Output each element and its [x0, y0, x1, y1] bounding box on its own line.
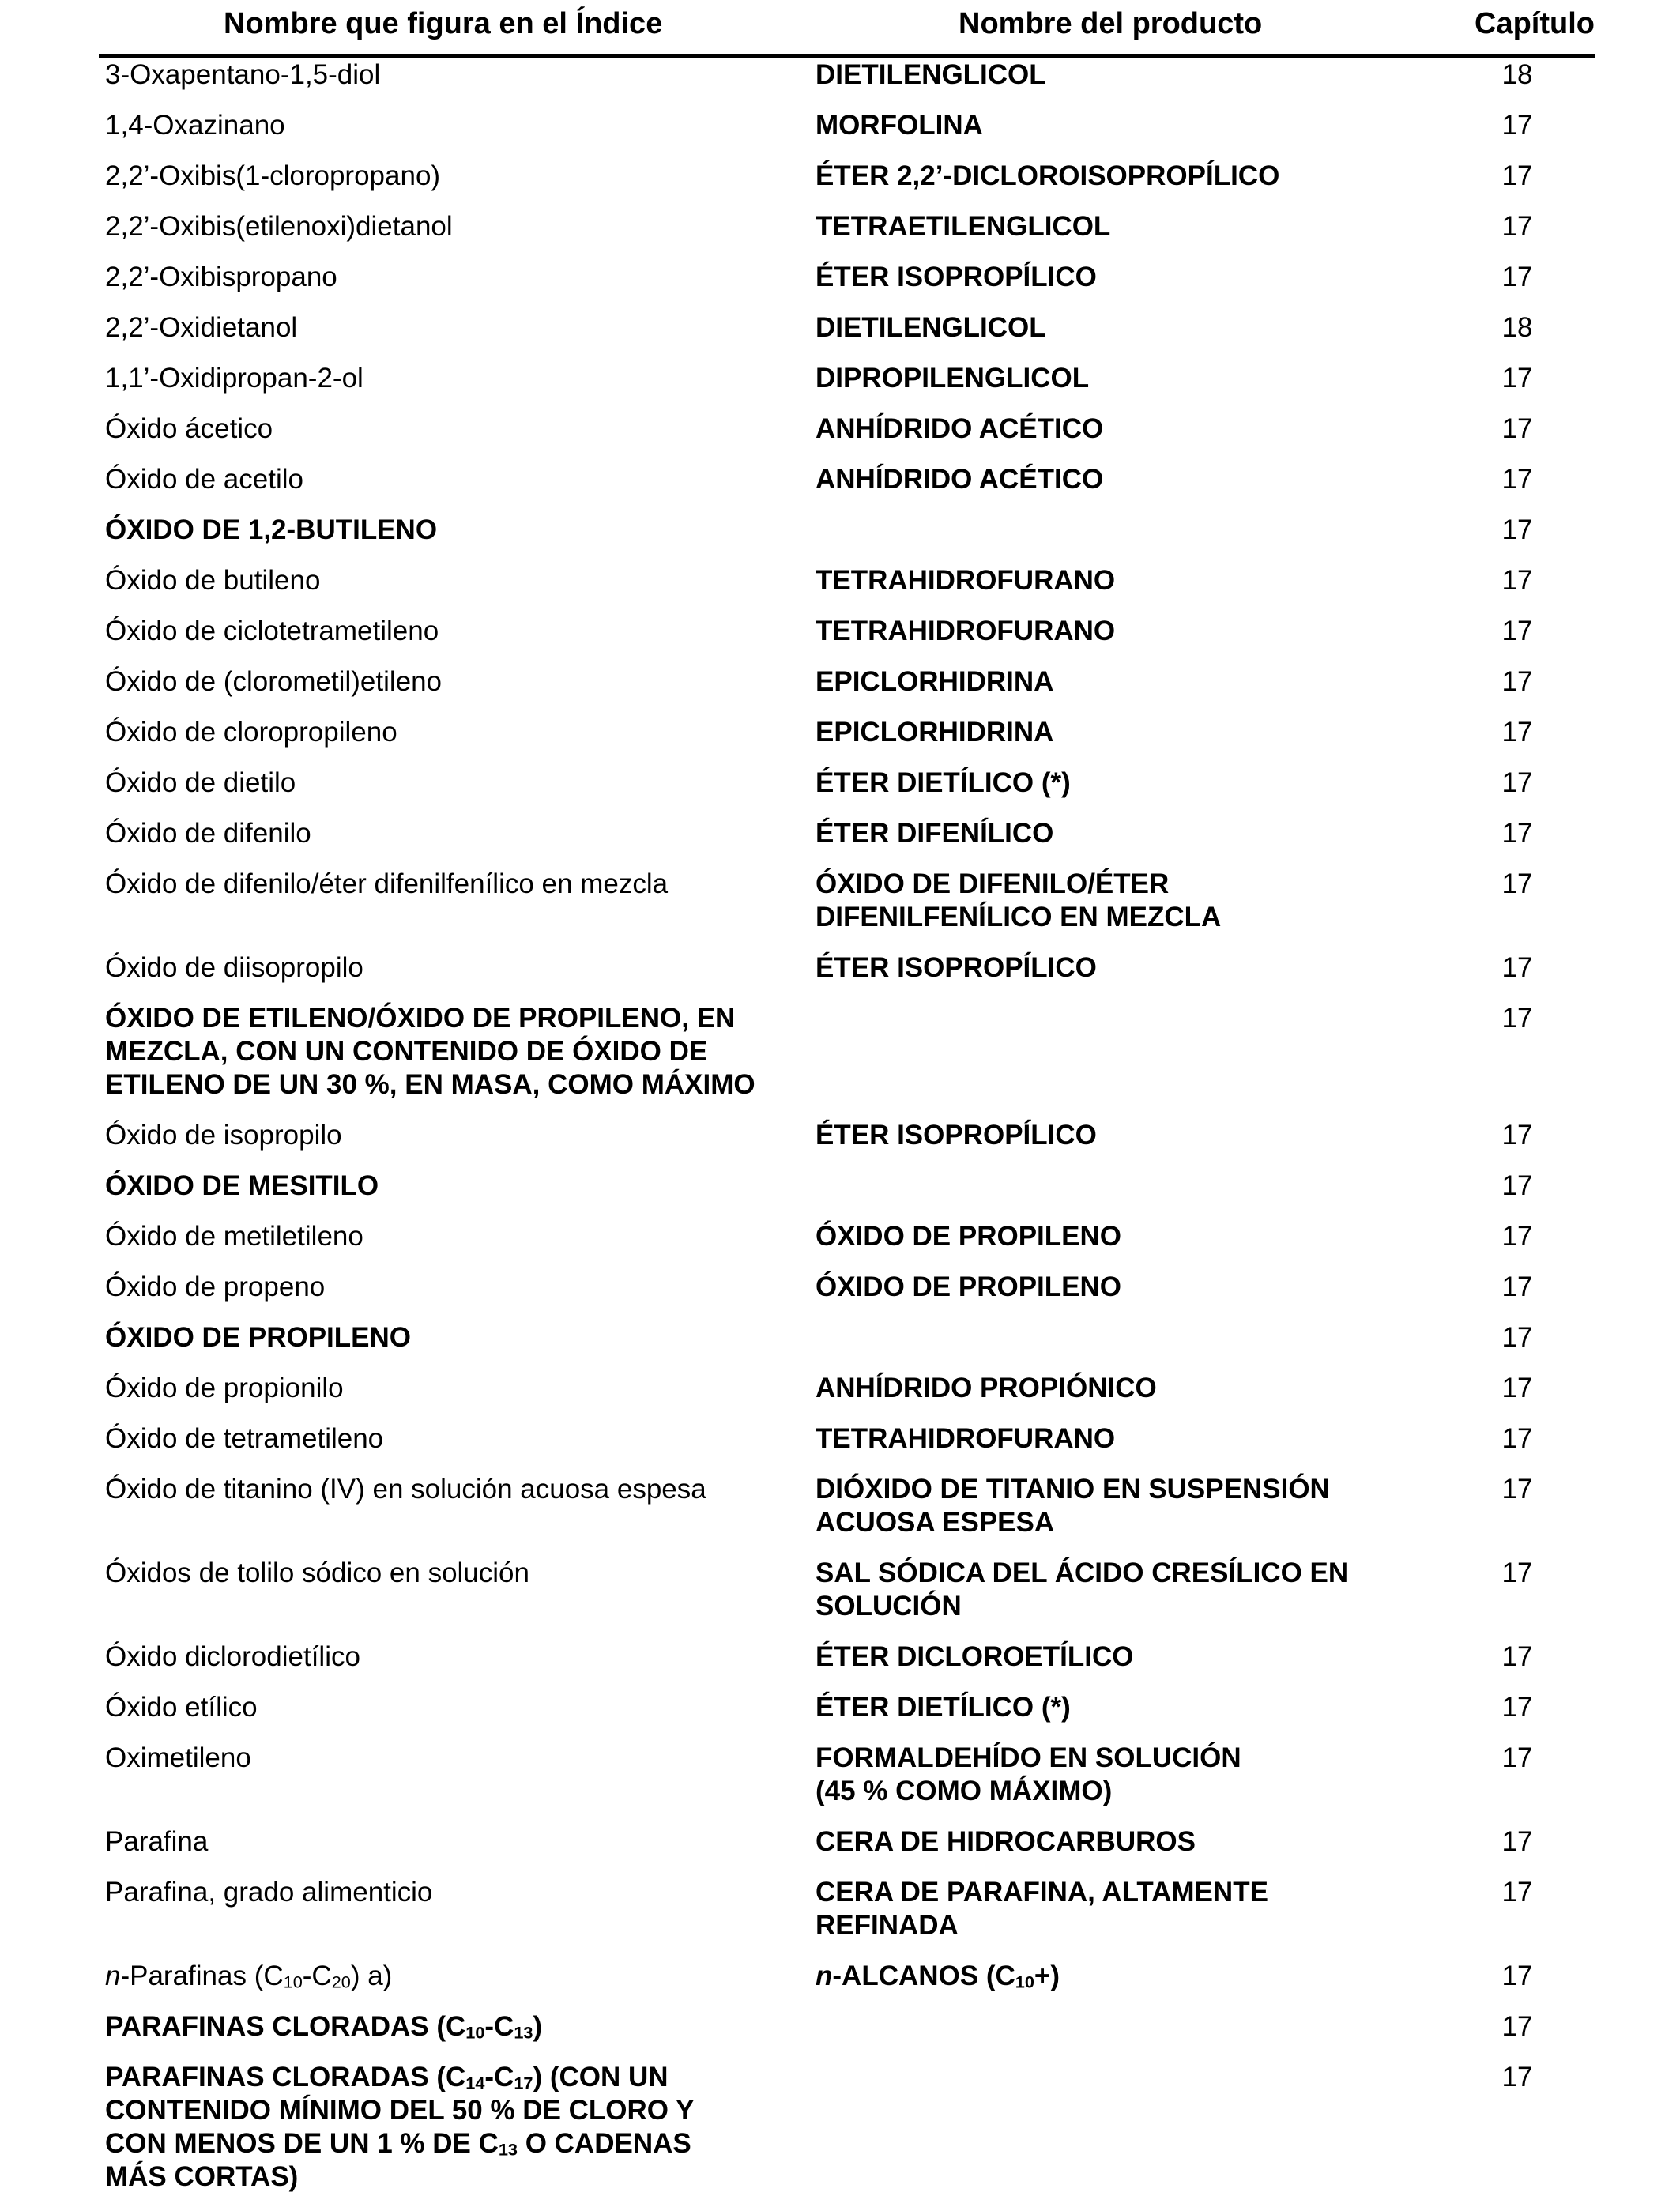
table-row [0, 1960, 1680, 2010]
product-name-cell [816, 767, 1384, 800]
table-row [0, 514, 1680, 564]
table-body [0, 58, 1680, 2211]
index-name-line: Óxido etílico [105, 1692, 258, 1723]
product-name-line: ÉTER ISOPROPÍLICO [816, 1120, 1097, 1151]
index-name-cell [105, 817, 808, 850]
product-name-cell [816, 716, 1384, 749]
table-row [0, 951, 1680, 1002]
product-name-cell [816, 1691, 1384, 1724]
chapter-cell: 17 [1501, 818, 1533, 849]
index-name-cell [105, 1422, 808, 1456]
index-name-cell [105, 951, 808, 985]
index-name-line: MÁS CORTAS) [105, 2161, 299, 2192]
product-name-line: ÓXIDO DE PROPILENO [816, 1271, 1121, 1302]
index-name-line: Óxido de titanino (IV) en solución acuosa espesa [105, 1474, 706, 1505]
table-row [0, 1271, 1680, 1321]
chapter-cell: 18 [1501, 59, 1533, 90]
chapter-cell: 17 [1501, 616, 1533, 646]
table-row [0, 665, 1680, 716]
index-name-line: Óxidos de tolilo sódico en solución [105, 1557, 529, 1588]
index-name-cell [105, 311, 808, 345]
product-name-line: ÉTER 2,2’-DICLOROISOPROPÍLICO [816, 160, 1280, 191]
table-row [0, 160, 1680, 210]
product-name-line: REFINADA [816, 1910, 959, 1941]
chapter-cell: 17 [1501, 160, 1533, 191]
chapter-cell: 17 [1501, 1961, 1533, 1991]
index-name-cell [105, 412, 808, 446]
index-name-cell [105, 1640, 808, 1674]
index-name-cell [105, 514, 808, 547]
product-name-cell [816, 564, 1384, 597]
index-name-line: 3-Oxapentano-1,5-diol [105, 59, 381, 90]
table-row [0, 1422, 1680, 1473]
table-row [0, 1372, 1680, 1422]
product-name-line: ÉTER ISOPROPÍLICO [816, 262, 1097, 292]
product-name-line: TETRAETILENGLICOL [816, 211, 1111, 242]
table-row [0, 1002, 1680, 1119]
table-row [0, 1170, 1680, 1220]
table-row [0, 868, 1680, 951]
chapter-cell: 17 [1501, 868, 1533, 899]
product-name-line: ÉTER DICLOROETÍLICO [816, 1641, 1134, 1672]
product-name-cell [816, 665, 1384, 699]
index-name-line: 2,2’-Oxibispropano [105, 262, 337, 292]
chapter-cell: 17 [1501, 2062, 1533, 2092]
product-name-line: FORMALDEHÍDO EN SOLUCIÓN [816, 1742, 1241, 1773]
product-name-line: TETRAHIDROFURANO [816, 616, 1116, 646]
product-name-line: ANHÍDRIDO PROPIÓNICO [816, 1373, 1157, 1403]
index-name-line: CONTENIDO MÍNIMO DEL 50 % DE CLORO Y [105, 2095, 695, 2126]
chapter-cell: 17 [1501, 1742, 1533, 1773]
table-row [0, 1220, 1680, 1271]
header-chapter: Capítulo [1475, 7, 1595, 40]
product-name-cell [816, 1557, 1384, 1623]
index-name-cell [105, 210, 808, 243]
chapter-cell: 17 [1501, 1557, 1533, 1588]
table-row [0, 311, 1680, 362]
index-name-line: Óxido de dietilo [105, 767, 296, 798]
index-name-line: Óxido de diisopropilo [105, 952, 363, 983]
product-name-cell [816, 1271, 1384, 1304]
product-name-cell [816, 1220, 1384, 1253]
table-row [0, 615, 1680, 665]
chapter-cell: 17 [1501, 464, 1533, 495]
table-row [0, 817, 1680, 868]
index-name-line: Óxido de propionilo [105, 1373, 344, 1403]
header-product-name: Nombre del producto [959, 7, 1263, 40]
index-name-cell [105, 1271, 808, 1304]
header-index-name: Nombre que figura en el Índice [224, 7, 663, 40]
product-name-cell [816, 160, 1384, 193]
table-row [0, 463, 1680, 514]
product-name-line: ÉTER DIETÍLICO (*) [816, 1692, 1071, 1723]
chapter-cell: 17 [1501, 413, 1533, 444]
chapter-cell: 17 [1501, 767, 1533, 798]
index-name-line: Óxido de butileno [105, 565, 321, 596]
product-name-line: (45 % COMO MÁXIMO) [816, 1776, 1113, 1806]
product-name-line: DIÓXIDO DE TITANIO EN SUSPENSIÓN [816, 1474, 1330, 1505]
index-name-cell [105, 1960, 808, 1993]
product-name-line: EPICLORHIDRINA [816, 717, 1054, 748]
index-name-cell [105, 1473, 808, 1506]
index-name-line: Óxido de propeno [105, 1271, 326, 1302]
table-row [0, 412, 1680, 463]
index-name-line: 2,2’-Oxidietanol [105, 312, 298, 343]
table-row [0, 1825, 1680, 1876]
chapter-cell: 17 [1501, 1692, 1533, 1723]
index-name-line: CON MENOS DE UN 1 % DE $C_{13}$ O CADENAS [105, 2128, 691, 2160]
product-name-cell [816, 817, 1384, 850]
index-name-cell [105, 1220, 808, 1253]
chapter-cell: 17 [1501, 1170, 1533, 1201]
index-name-line: n-Parafinas $(C_{10}-C_{20})$ a) [105, 1961, 393, 1992]
index-name-cell [105, 1170, 808, 1203]
chapter-cell: 17 [1501, 717, 1533, 748]
index-name-line: Óxido de metiletileno [105, 1221, 363, 1252]
table-row [0, 58, 1680, 109]
index-name-line: Óxido de tetrametileno [105, 1423, 384, 1454]
chapter-cell: 18 [1501, 312, 1533, 343]
index-name-line: 2,2’-Oxibis(etilenoxi)dietanol [105, 211, 453, 242]
index-name-line: 1,1’-Oxidipropan-2-ol [105, 363, 363, 394]
index-name-line: Óxido de difenilo [105, 818, 311, 849]
chapter-cell: 17 [1501, 1322, 1533, 1353]
product-name-line: n-ALCANOS $(C_{10}+)$ [816, 1961, 1060, 1992]
chapter-cell: 17 [1501, 1474, 1533, 1505]
index-name-line: ÓXIDO DE MESITILO [105, 1170, 379, 1201]
chapter-cell: 17 [1501, 1826, 1533, 1857]
chapter-cell: 17 [1501, 1877, 1533, 1908]
index-name-cell [105, 1119, 808, 1152]
product-name-cell [816, 1960, 1384, 1993]
product-name-cell [816, 1742, 1384, 1808]
index-name-cell [105, 2061, 808, 2194]
index-name-cell [105, 261, 808, 294]
table-row [0, 716, 1680, 767]
product-name-line: DIETILENGLICOL [816, 59, 1046, 90]
product-name-cell [816, 868, 1384, 934]
chapter-cell: 17 [1501, 2011, 1533, 2042]
index-name-cell [105, 1742, 808, 1775]
index-name-line: 1,4-Oxazinano [105, 110, 285, 141]
index-name-cell [105, 109, 808, 142]
product-name-cell [816, 412, 1384, 446]
table-row [0, 261, 1680, 311]
index-name-line: Parafina [105, 1826, 209, 1857]
index-name-cell [105, 362, 808, 395]
chapter-cell: 17 [1501, 1221, 1533, 1252]
table-row [0, 1557, 1680, 1640]
product-name-line: ÉTER DIETÍLICO (*) [816, 767, 1071, 798]
index-name-cell [105, 615, 808, 648]
product-name-cell [816, 1119, 1384, 1152]
product-name-cell [816, 1876, 1384, 1942]
product-name-line: ÓXIDO DE PROPILENO [816, 1221, 1121, 1252]
index-name-cell [105, 1321, 808, 1354]
index-name-cell [105, 463, 808, 496]
product-name-cell [816, 1825, 1384, 1859]
product-name-line: DIPROPILENGLICOL [816, 363, 1090, 394]
index-name-line: Óxido de isopropilo [105, 1120, 342, 1151]
index-name-line: PARAFINAS CLORADAS $(C_{14}-C_{17})$ (CON UN [105, 2062, 669, 2093]
table-row [0, 1473, 1680, 1557]
chapter-cell: 17 [1501, 1271, 1533, 1302]
table-row [0, 1742, 1680, 1825]
chapter-cell: 17 [1501, 514, 1533, 545]
index-name-cell [105, 767, 808, 800]
product-name-line: SAL SÓDICA DEL ÁCIDO CRESÍLICO EN [816, 1557, 1349, 1588]
product-name-cell [816, 261, 1384, 294]
product-name-line: ÉTER DIFENÍLICO [816, 818, 1054, 849]
index-name-cell [105, 2010, 808, 2043]
table-row [0, 362, 1680, 412]
index-name-line: ÓXIDO DE PROPILENO [105, 1322, 411, 1353]
index-name-line: Óxido de difenilo/éter difenilfenílico en mezcla [105, 868, 669, 899]
table-header [99, 0, 1595, 58]
product-name-line: DIETILENGLICOL [816, 312, 1046, 343]
table-row [0, 1119, 1680, 1170]
product-name-line: ÓXIDO DE DIFENILO/ÉTER [816, 868, 1170, 899]
index-name-line: Óxido de cloropropileno [105, 717, 397, 748]
table-row [0, 2061, 1680, 2211]
chapter-cell: 17 [1501, 952, 1533, 983]
index-name-line: Óxido de (clorometil)etileno [105, 666, 443, 697]
index-name-cell [105, 1002, 808, 1102]
index-name-cell [105, 160, 808, 193]
chapter-cell: 17 [1501, 363, 1533, 394]
chapter-cell: 17 [1501, 211, 1533, 242]
index-name-cell [105, 1876, 808, 1909]
product-name-cell [816, 109, 1384, 142]
product-name-cell [816, 311, 1384, 345]
index-name-line: Óxido diclorodietílico [105, 1641, 360, 1672]
product-name-line: ACUOSA ESPESA [816, 1507, 1055, 1538]
chapter-cell: 17 [1501, 1120, 1533, 1151]
index-name-cell [105, 716, 808, 749]
table-row [0, 1876, 1680, 1960]
table-row [0, 210, 1680, 261]
index-name-cell [105, 868, 808, 901]
product-name-cell [816, 1473, 1384, 1539]
index-name-line: ETILENO DE UN 30 %, EN MASA, COMO MÁXIMO [105, 1069, 755, 1100]
product-name-cell [816, 463, 1384, 496]
index-name-cell [105, 665, 808, 699]
index-name-cell [105, 58, 808, 92]
index-name-cell [105, 564, 808, 597]
chapter-cell: 17 [1501, 262, 1533, 292]
product-name-cell [816, 951, 1384, 985]
product-name-line: ANHÍDRIDO ACÉTICO [816, 413, 1104, 444]
product-name-cell [816, 58, 1384, 92]
product-name-line: CERA DE HIDROCARBUROS [816, 1826, 1196, 1857]
index-name-cell [105, 1691, 808, 1724]
product-name-cell [816, 210, 1384, 243]
product-name-line: ÉTER ISOPROPÍLICO [816, 952, 1097, 983]
table-row [0, 2010, 1680, 2061]
chapter-cell: 17 [1501, 565, 1533, 596]
table-row [0, 767, 1680, 817]
product-name-cell [816, 1372, 1384, 1405]
product-name-line: ANHÍDRIDO ACÉTICO [816, 464, 1104, 495]
chapter-cell: 17 [1501, 1373, 1533, 1403]
chapter-cell: 17 [1501, 666, 1533, 697]
table-row [0, 1640, 1680, 1691]
index-name-cell [105, 1825, 808, 1859]
chapter-cell: 17 [1501, 1003, 1533, 1034]
index-name-line: Oximetileno [105, 1742, 251, 1773]
table-row [0, 564, 1680, 615]
table-row [0, 1691, 1680, 1742]
table-row [0, 109, 1680, 160]
product-name-cell [816, 1422, 1384, 1456]
index-name-line: PARAFINAS CLORADAS $(C_{10}-C_{13})$ [105, 2011, 543, 2043]
index-name-line: Parafina, grado alimenticio [105, 1877, 433, 1908]
index-name-line: Óxido de acetilo [105, 464, 303, 495]
product-name-line: TETRAHIDROFURANO [816, 1423, 1116, 1454]
index-name-cell [105, 1557, 808, 1590]
product-name-line: TETRAHIDROFURANO [816, 565, 1116, 596]
product-name-line: MORFOLINA [816, 110, 983, 141]
product-name-line: DIFENILFENÍLICO EN MEZCLA [816, 902, 1222, 932]
chapter-cell: 17 [1501, 110, 1533, 141]
product-name-line: CERA DE PARAFINA, ALTAMENTE [816, 1877, 1268, 1908]
index-name-line: ÓXIDO DE ETILENO/ÓXIDO DE PROPILENO, EN [105, 1003, 736, 1034]
product-name-cell [816, 1640, 1384, 1674]
chapter-cell: 17 [1501, 1423, 1533, 1454]
product-name-cell [816, 615, 1384, 648]
index-name-line: ÓXIDO DE 1,2-BUTILENO [105, 514, 438, 545]
index-name-line: Óxido ácetico [105, 413, 273, 444]
index-name-line: 2,2’-Oxibis(1-cloropropano) [105, 160, 441, 191]
chapter-cell: 17 [1501, 1641, 1533, 1672]
index-name-cell [105, 1372, 808, 1405]
index-name-line: MEZCLA, CON UN CONTENIDO DE ÓXIDO DE [105, 1036, 708, 1067]
product-name-line: EPICLORHIDRINA [816, 666, 1054, 697]
product-name-line: SOLUCIÓN [816, 1591, 962, 1622]
table-row [0, 1321, 1680, 1372]
index-name-line: Óxido de ciclotetrametileno [105, 616, 439, 646]
product-name-cell [816, 362, 1384, 395]
